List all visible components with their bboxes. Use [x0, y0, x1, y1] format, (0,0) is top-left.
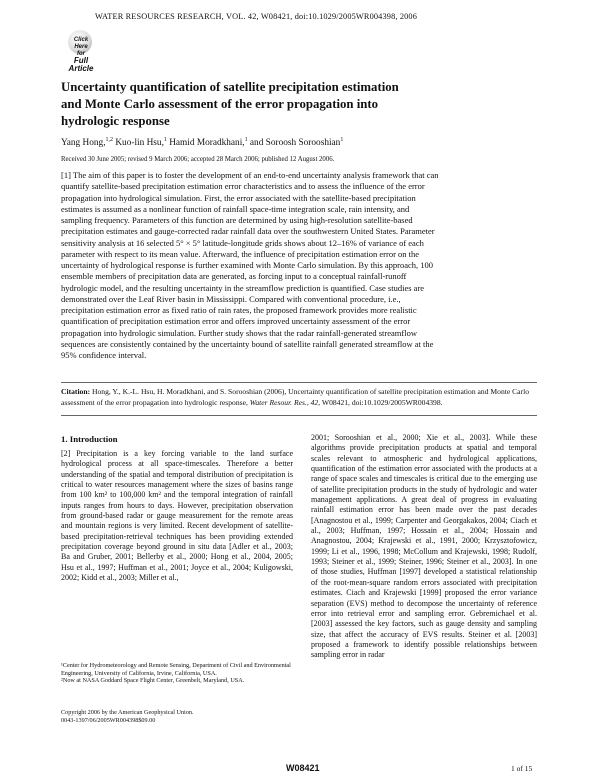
author-list — [61, 137, 343, 148]
author-3-affil: 1 — [244, 137, 248, 143]
author-2-affil: 1 — [163, 137, 167, 143]
page-number: 1 of 15 — [511, 764, 533, 773]
author-1-affil: 1,2 — [105, 137, 114, 143]
author-3: Hamid Moradkhani, — [166, 138, 245, 149]
section-heading: 1. Introduction — [61, 434, 118, 444]
citation — [61, 387, 537, 409]
author-4: and Soroosh Sorooshian — [247, 138, 341, 149]
citation-label: Citation: — [61, 387, 91, 396]
footnote-1: ¹Center for Hydrometeorology and Remote Sensing, Department of Civil and Environmental Engineering, University of California, Irvine, California, USA. — [61, 662, 291, 677]
footnotes — [61, 662, 293, 685]
running-header: WATER RESOURCES RESEARCH, VOL. 42, W08421, doi:10.1029/2005WR004398, 2006 — [95, 12, 418, 21]
full-article-link[interactable] — [60, 30, 102, 78]
divider-top — [61, 382, 537, 383]
badge-line-5: Article — [68, 64, 94, 73]
copyright-block — [61, 709, 293, 724]
article-id: W08421 — [286, 763, 320, 773]
citation-journal: Water Resour. Res., 42, — [249, 397, 321, 407]
badge-line-2: Here — [74, 44, 88, 50]
paper-title: Uncertainty quantification of satellite precipitation estimation and Monte Carlo assessment of the error propagation into hydrologic response — [61, 80, 399, 128]
author-2: Kuo-lin Hsu, — [113, 138, 164, 149]
citation-text: Hong, Y., K.-L. Hsu, H. Moradkhani, and S. Sorooshian (2006), Uncertainty quantification of satellite precipitation estimation and Monte Carlo assessment of the error propagation into hydrologic response, — [61, 387, 529, 407]
badge-line-1: Click — [73, 37, 89, 43]
citation-tail: W08421, doi:10.1029/2005WR004398. — [320, 397, 443, 407]
copyright-line: Copyright 2006 by the American Geophysical Union. — [61, 709, 194, 716]
publication-dates: Received 30 June 2005; revised 9 March 2006; accepted 28 March 2006; published 12 August 2006. — [61, 156, 335, 163]
issn-line: 0043-1397/06/2005WR004398$09.00 — [61, 716, 156, 724]
divider-bottom — [61, 415, 537, 416]
body-column-left: [2] Precipitation is a key forcing variable to the land surface hydrological process at all space-timescales. Therefore a better understanding of the spatial and temporal distribution of precipitation is critical to water resources management where the sizes of basins range from 100 km² to 100,000 km² and the temporal integration of rainfall inputs ranges from hours to days. However, precipitation observation from ground-based radar or gauge measurement for the remote areas and mountain regions is very limited. Recent development of satellite-based precipitation-retrieval techniques has been providing extended precipitation coverage beyond ground in situ data [Adler et al., 2003; Ba and Gruber, 2001; Bellerby et al., 2000; Hong et al., 2004, 2005; Hsu et al., 1997; Huffman et al., 2001; Joyce et al., 2004; Kuligowski, 2002; Kidd et al., 2003; Miller et al., — [61, 449, 293, 583]
abstract: [1] The aim of this paper is to foster the development of an end-to-end uncertainty analysis framework that can quantify satellite-based precipitation estimation error characteristics and to assess the influence of the error propagation into hydrological simulation. First, the error associated with the satellite-based precipitation estimates is assumed as a nonlinear function of rainfall space-time integration scale, rain intensity, and sampling frequency. Parameters of this function are determined by using high-resolution satellite-based precipitation estimates and gauge-corrected radar rainfall data over the southwestern United States. Parameter sensitivity analysis at 16 selected 5° × 5° latitude-longitude grids shows about 12–16% of variance of each parameter with respect to its mean value. Afterward, the influence of precipitation estimation error on the uncertainty of hydrological response is further examined with Monte Carlo simulation. By this approach, 100 ensemble members of precipitation data are generated, as forcing input to a conceptual rainfall-runoff hydrologic model, and the resulting uncertainty in the streamflow prediction is quantified. Case studies are demonstrated over the Leaf River basin in Mississippi. Compared with conventional procedure, i.e., precipitation estimation error as fixed ratio of rain rates, the proposed framework provides more realistic quantification of precipitation estimation error and offers improved uncertainty assessment of the error propagation into hydrologic simulation. Further study shows that the radar rainfall-generated streamflow sequences are consistently contained by the uncertainty bound of satellite rainfall generated streamflow at the 95% confidence interval. — [61, 170, 439, 360]
body-column-right: 2001; Sorooshian et al., 2000; Xie et al., 2003]. While these algorithms provide precipitation products at spatial and temporal scales relevant to atmospheric and hydrological applications, quantification of the estimation error associated with the products at a range of space scales and timescales is critical due to the emerging use of satellite precipitation products in the study of hydrologic and water management applications. A great deal of progress in evaluating rainfall estimation error has been made over the past decades [Anagnostou et al., 1999; Carpenter and Georgakakos, 2004; Ciach et al., 2003; Huffman, 1997; Hossain et al., 2004; Hossain and Anagnostou, 2004; Krajewski et al., 1991, 2000; Krzysztofowicz, 1999; Li et al., 1996, 1998; McCollum and Krajewski, 1998; Rudolf, 1993; Steiner et al., 1999; Steiner, 1996; Steiner et al., 2003]. In one of those studies, Huffman [1997] developed a statistical relationship of the root-mean-square random errors associated with precipitation estimates. Ciach and Krajewski [1999] proposed the error variance separation (EVS) method to decompose the uncertainty of reference error into retrieval error and sampling error. Gebremichael et al. [2003] assessed the key factors, such as gauge density and sampling size, that affect the accuracy of EVS results. Steiner et al. [2003] proposed a framework to identify possible relationships between sampling error in radar — [311, 433, 537, 660]
footnote-2: ²Now at NASA Goddard Space Flight Center, Greenbelt, Maryland, USA. — [61, 677, 245, 685]
author-1: Yang Hong, — [61, 138, 106, 149]
badge-line-4: Full — [73, 56, 89, 65]
badge-line-3: for — [77, 51, 85, 57]
author-4-affil: 1 — [340, 137, 344, 143]
